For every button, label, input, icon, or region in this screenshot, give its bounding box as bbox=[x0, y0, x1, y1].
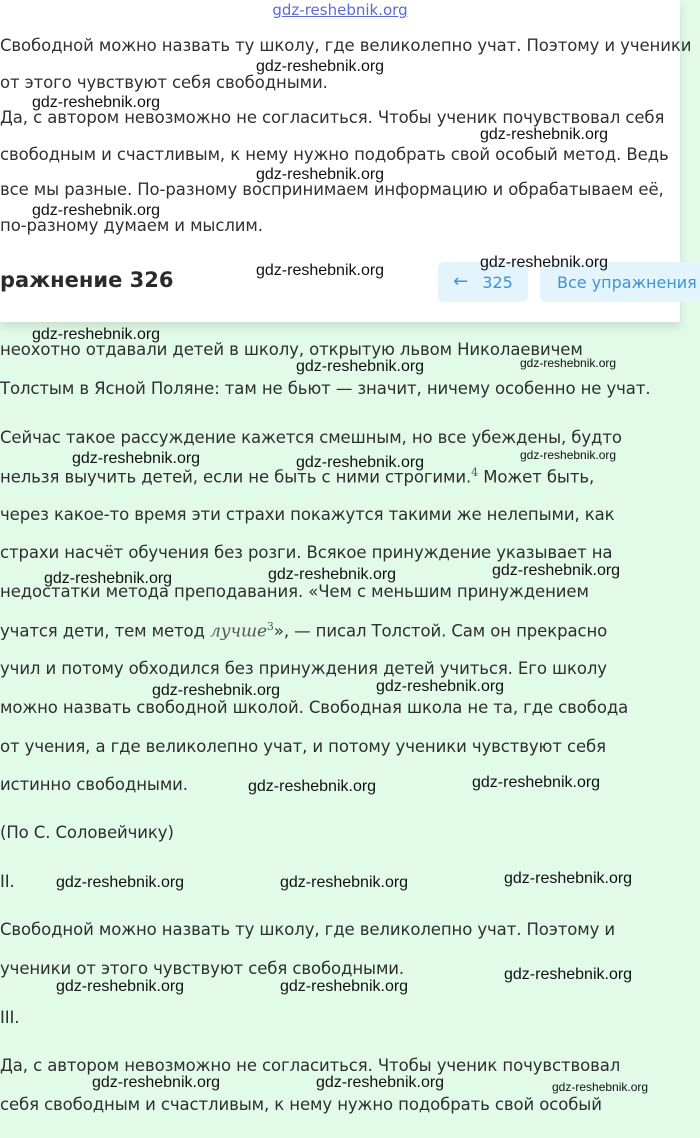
text-fragment: », — писал Толстой. Сам он прекрасно bbox=[273, 621, 608, 641]
watermark: gdz-reshebnik.org bbox=[56, 874, 185, 891]
watermark: gdz-reshebnik.org bbox=[296, 454, 425, 471]
text-line: учил и потому обходился без принуждения детей учиться. Его школу bbox=[0, 659, 607, 678]
watermark: gdz-reshebnik.org bbox=[296, 358, 425, 375]
text-line: страхи насчёт обучения без розги. Всякое принуждение указывает на bbox=[0, 543, 613, 562]
section-number: II. bbox=[0, 872, 15, 891]
text-fragment: нельзя выучить детей, если не быть с ними строгими. bbox=[0, 467, 472, 487]
answer-line: все мы разные. По-разному воспринимаем информацию и обрабатываем её, bbox=[0, 180, 664, 199]
text-line: неохотно отдавали детей в школу, открытую львом Николаевичем bbox=[0, 340, 583, 359]
text-line bbox=[0, 466, 594, 487]
answer-line: от этого чувствуют себя свободными. bbox=[0, 73, 328, 92]
watermark: gdz-reshebnik.org bbox=[520, 448, 617, 462]
all-exercises-button[interactable] bbox=[540, 262, 700, 302]
watermark: gdz-reshebnik.org bbox=[92, 1074, 221, 1091]
watermark: gdz-reshebnik.org bbox=[256, 166, 385, 183]
exercise-title: ражнение 326 bbox=[0, 268, 174, 292]
watermark: gdz-reshebnik.org bbox=[552, 1080, 649, 1094]
answer-line: Да, с автором невозможно не согласиться. Чтобы ученик почувствовал себя bbox=[0, 108, 665, 127]
watermark: gdz-reshebnik.org bbox=[32, 202, 161, 219]
watermark: gdz-reshebnik.org bbox=[492, 562, 621, 579]
watermark: gdz-reshebnik.org bbox=[316, 1074, 445, 1091]
text-line: можно назвать свободной школой. Свободная школа не та, где свобода bbox=[0, 698, 629, 717]
text-line: через какое-то время эти страхи покажутся такими же нелепыми, как bbox=[0, 505, 615, 524]
text-line: от учения, а где великолепно учат, и потому ученики чувствуют себя bbox=[0, 737, 606, 756]
watermark: gdz-reshebnik.org bbox=[32, 326, 161, 343]
watermark: gdz-reshebnik.org bbox=[504, 966, 633, 983]
watermark: gdz-reshebnik.org bbox=[280, 874, 409, 891]
section-number: III. bbox=[0, 1008, 20, 1027]
watermark: gdz-reshebnik.org bbox=[376, 678, 505, 695]
source-line: (По С. Соловейчику) bbox=[0, 823, 174, 842]
watermark: gdz-reshebnik.org bbox=[480, 254, 609, 271]
watermark: gdz-reshebnik.org bbox=[44, 570, 173, 587]
answer-line: свободным и счастливым, к нему нужно подобрать свой особый метод. Ведь bbox=[0, 145, 669, 164]
text-fragment: учатся дети, тем метод bbox=[0, 621, 210, 641]
watermark: gdz-reshebnik.org bbox=[472, 774, 601, 791]
watermark: gdz-reshebnik.org bbox=[256, 262, 385, 279]
watermark: gdz-reshebnik.org bbox=[256, 58, 385, 75]
text-line bbox=[0, 620, 607, 642]
prev-exercise-button[interactable] bbox=[438, 262, 528, 302]
footnote-mark: 4 bbox=[471, 466, 479, 479]
all-exercises-label: Все упражнения bbox=[557, 272, 697, 292]
watermark: gdz-reshebnik.org bbox=[268, 566, 397, 583]
watermark: gdz-reshebnik.org bbox=[248, 778, 377, 795]
text-line: Да, с автором невозможно не согласиться. Чтобы ученик почувствовал bbox=[0, 1056, 621, 1075]
watermark: gdz-reshebnik.org bbox=[480, 126, 609, 143]
text-fragment: Может быть, bbox=[478, 467, 595, 487]
text-line: недостатки метода преподавания. «Чем с меньшим принуждением bbox=[0, 582, 589, 601]
text-line: себя свободным и счастливым, к нему нужно подобрать свой особый bbox=[0, 1095, 602, 1114]
answer-line: Свободной можно назвать ту школу, где великолепно учат. Поэтому и ученики bbox=[0, 36, 692, 55]
site-header-link[interactable]: gdz-reshebnik.org bbox=[272, 1, 408, 19]
text-line: Свободной можно назвать ту школу, где великолепно учат. Поэтому и bbox=[0, 920, 616, 939]
watermark: gdz-reshebnik.org bbox=[504, 870, 633, 887]
watermark: gdz-reshebnik.org bbox=[56, 978, 185, 995]
answer-line: по-разному думаем и мыслим. bbox=[0, 216, 263, 235]
emphasized-word: лучше bbox=[209, 621, 267, 642]
watermark: gdz-reshebnik.org bbox=[72, 450, 201, 467]
text-line: Сейчас такое рассуждение кажется смешным, но все убеждены, будто bbox=[0, 428, 622, 447]
watermark: gdz-reshebnik.org bbox=[152, 682, 281, 699]
top-panel bbox=[0, 0, 697, 322]
text-line: истинно свободными. bbox=[0, 775, 188, 794]
watermark: gdz-reshebnik.org bbox=[520, 356, 617, 370]
text-line: ученики от этого чувствуют себя свободными. bbox=[0, 959, 405, 978]
prev-exercise-label: 325 bbox=[482, 272, 513, 292]
watermark: gdz-reshebnik.org bbox=[32, 94, 161, 111]
footnote-mark: 3 bbox=[266, 620, 274, 633]
text-line: Толстым в Ясной Поляне: там не бьют — значит, ничему особенно не учат. bbox=[0, 379, 651, 398]
arrow-left-icon: ← bbox=[453, 271, 469, 292]
watermark: gdz-reshebnik.org bbox=[280, 978, 409, 995]
